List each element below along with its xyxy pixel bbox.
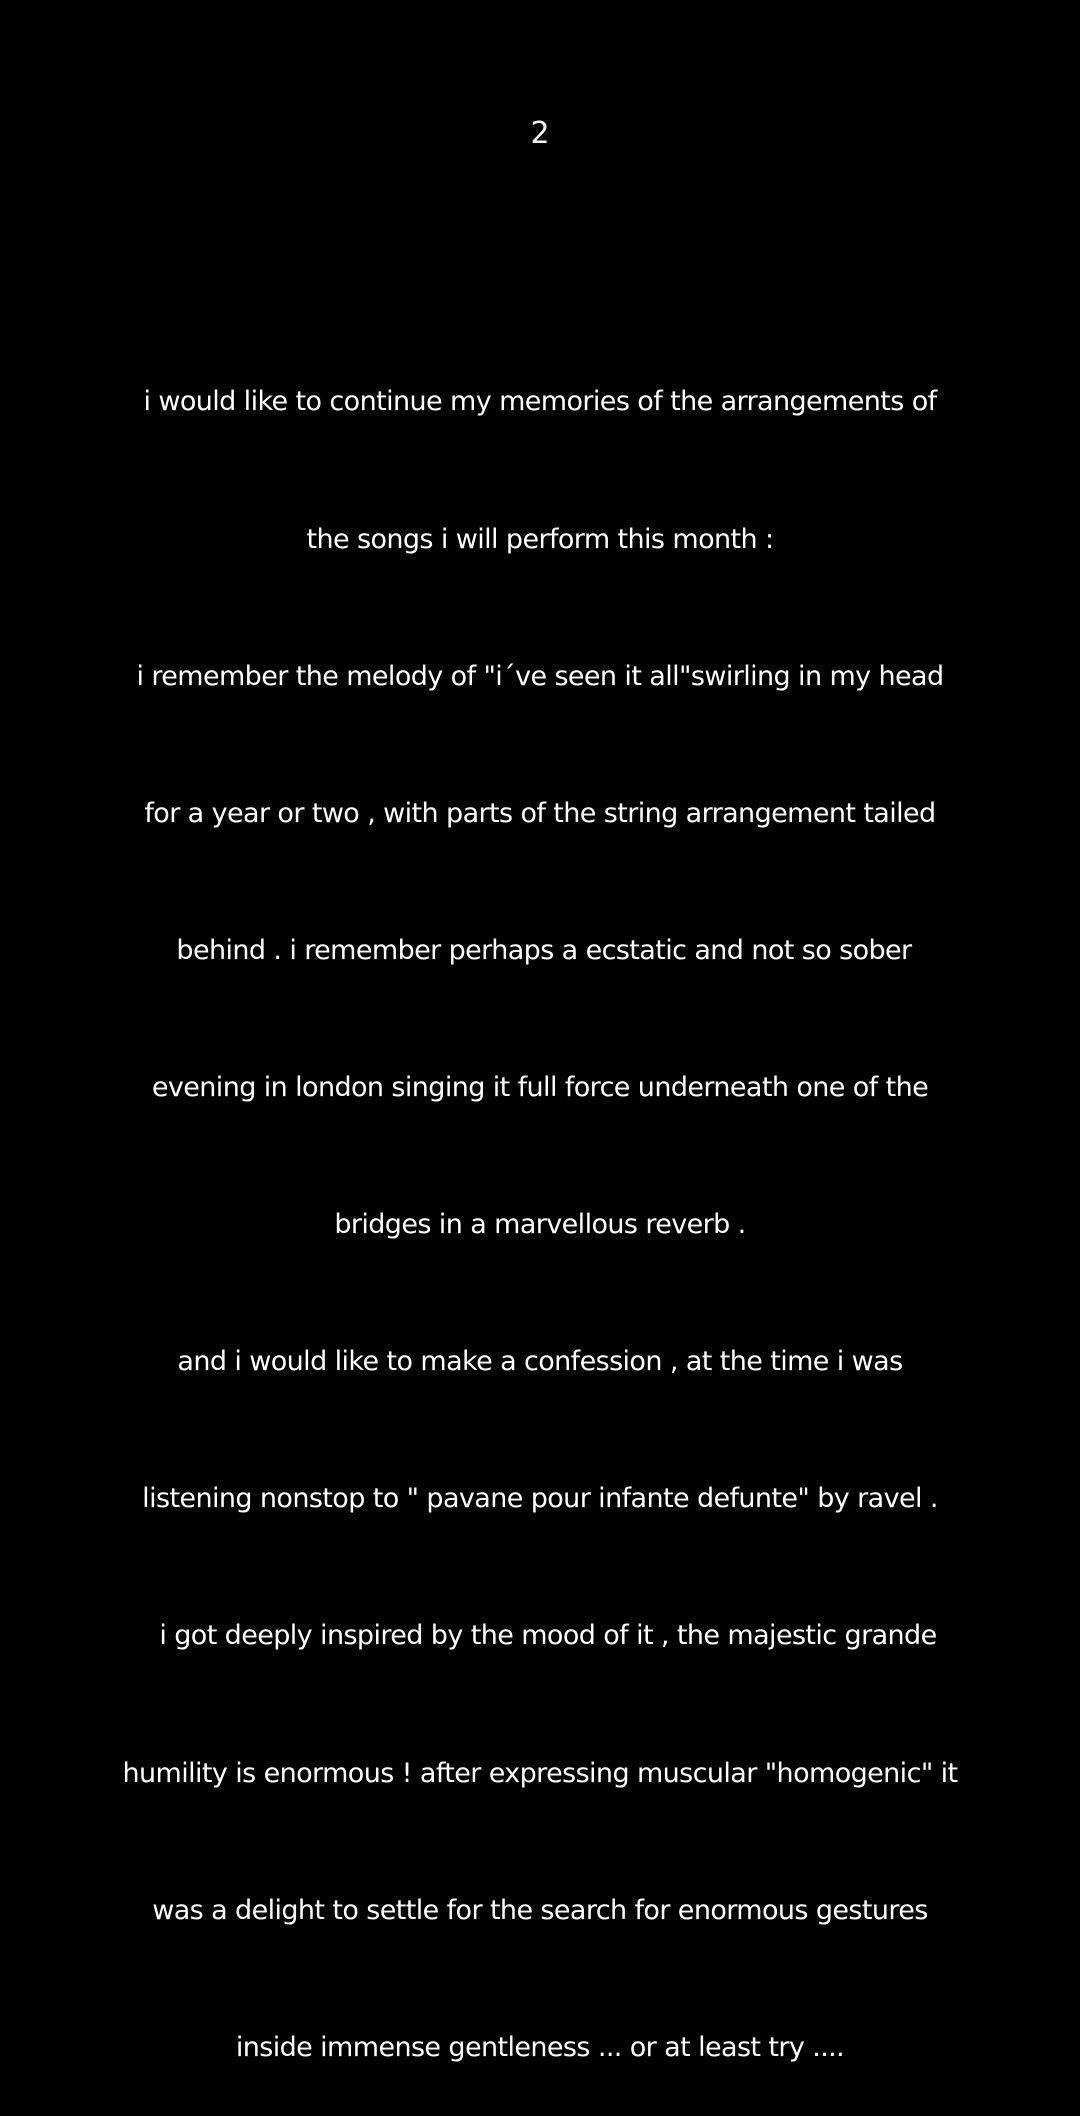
text-line: the songs i will perform this month : — [306, 523, 774, 555]
text-line: listening nonstop to " pavane pour infante defunte" by ravel . — [142, 1483, 938, 1515]
text-line: i would like to continue my memories of the arrangements of — [143, 386, 937, 418]
text-line: evening in london singing it full force underneath one of the — [151, 1071, 929, 1103]
text-line: behind . i remember perhaps a ecstatic and not so sober — [168, 934, 912, 966]
text-line: inside immense gentleness ... or at least try .... — [235, 2031, 845, 2063]
text-line: was a delight to settle for the search for enormous gestures — [152, 1894, 928, 1926]
text-line: i got deeply inspired by the mood of it , the majestic grande — [143, 1620, 937, 1652]
text-line: i remember the melody of "i´ve seen it all"swirling in my head — [136, 660, 944, 692]
body-text — [0, 288, 1080, 2116]
page-number: 2 — [530, 116, 550, 151]
text-line: and i would like to make a confession , at the time i was — [177, 1346, 903, 1378]
text-line: humility is enormous ! after expressing muscular "homogenic" it — [122, 1757, 958, 1789]
text-line: for a year or two , with parts of the string arrangement tailed — [144, 797, 936, 829]
text-line: bridges in a marvellous reverb . — [334, 1209, 746, 1241]
